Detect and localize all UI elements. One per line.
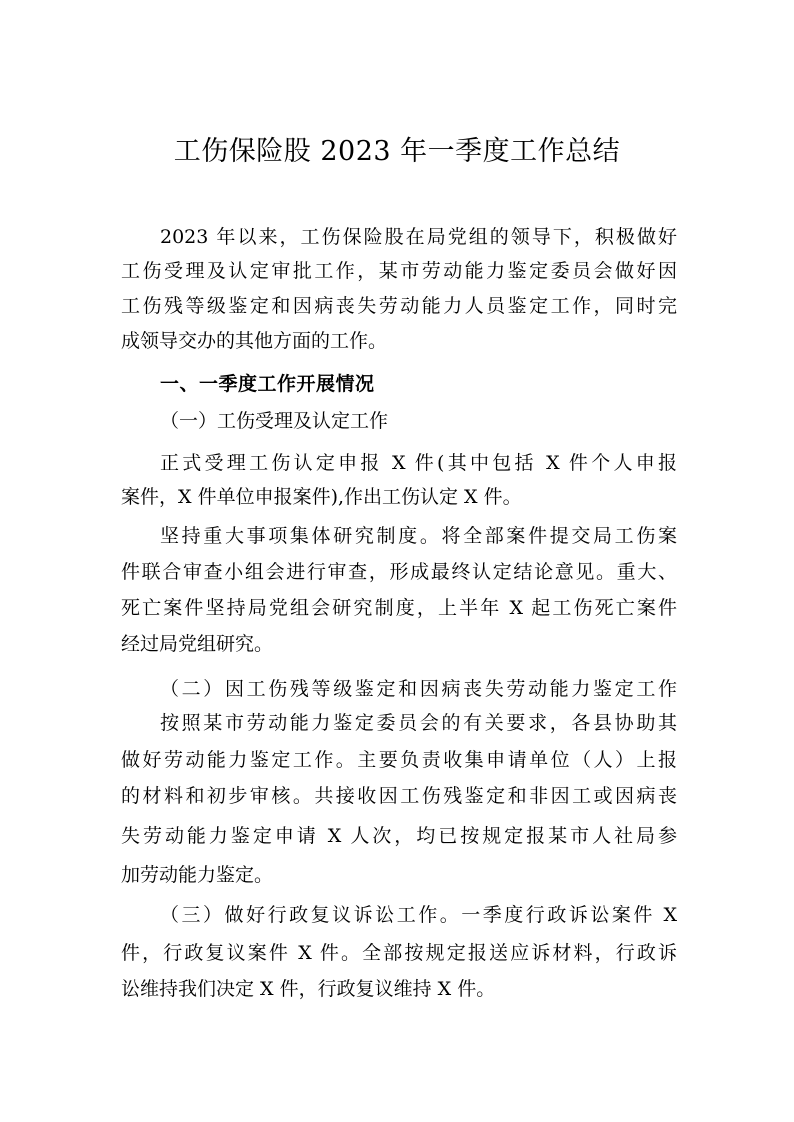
paragraph-2-line-2: 案件，X 件单位申报案件),作出工伤认定 X 件。 bbox=[121, 486, 522, 508]
paragraph-4-line-4: 失劳动能力鉴定申请 X 人次，均已按规定报某市人社局参 bbox=[121, 825, 677, 847]
subsection-heading-2: （二）因工伤残等级鉴定和因病丧失劳动能力鉴定工作 bbox=[160, 678, 677, 700]
paragraph-1-line-4: 成领导交办的其他方面的工作。 bbox=[121, 330, 388, 352]
paragraph-1-line-1: 2023 年以来，工伤保险股在局党组的领导下，积极做好 bbox=[160, 226, 677, 248]
section-heading-1: 一、一季度工作开展情况 bbox=[160, 373, 375, 395]
paragraph-3-line-4: 经过局党组研究。 bbox=[121, 633, 274, 655]
paragraph-4-line-2: 做好劳动能力鉴定工作。主要负责收集申请单位（人）上报 bbox=[121, 749, 677, 771]
paragraph-4-line-1: 按照某市劳动能力鉴定委员会的有关要求，各县协助其 bbox=[160, 712, 677, 734]
paragraph-3-line-2: 件联合审查小组会进行审查，形成最终认定结论意见。重大、 bbox=[121, 561, 677, 583]
paragraph-4-line-5: 加劳动能力鉴定。 bbox=[121, 864, 274, 886]
paragraph-3-line-1: 坚持重大事项集体研究制度。将全部案件提交局工伤案 bbox=[160, 525, 677, 547]
paragraph-4-line-3: 的材料和初步审核。共接收因工伤残鉴定和非因工或因病丧 bbox=[121, 785, 677, 807]
paragraph-5-line-2: 件，行政复议案件 X 件。全部按规定报送应诉材料，行政诉 bbox=[121, 942, 677, 964]
paragraph-5-line-1: （三）做好行政复议诉讼工作。一季度行政诉讼案件 X bbox=[160, 904, 677, 926]
paragraph-2-line-1: 正式受理工伤认定申报 X 件(其中包括 X 件个人申报 bbox=[160, 452, 677, 474]
document-title: 工伤保险股 2023 年一季度工作总结 bbox=[173, 136, 621, 167]
paragraph-1-line-2: 工伤受理及认定审批工作，某市劳动能力鉴定委员会做好因 bbox=[121, 260, 677, 282]
paragraph-5-line-3: 讼维持我们决定 X 件，行政复议维持 X 件。 bbox=[121, 978, 496, 1000]
subsection-heading-1: （一）工伤受理及认定工作 bbox=[160, 410, 389, 432]
paragraph-3-line-3: 死亡案件坚持局党组会研究制度，上半年 X 起工伤死亡案件 bbox=[121, 597, 677, 619]
paragraph-1-line-3: 工伤残等级鉴定和因病丧失劳动能力人员鉴定工作，同时完 bbox=[121, 295, 677, 317]
